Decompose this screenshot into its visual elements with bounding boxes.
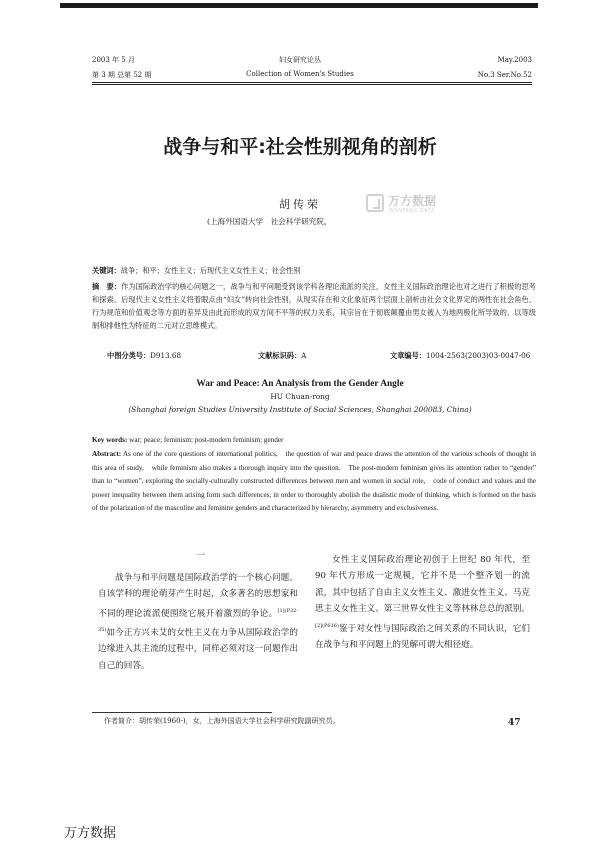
english-affiliation: (Shanghai foreign Studies University Institute of Social Sciences, Shanghai 200083, China) <box>128 405 472 414</box>
cn-article-no <box>390 351 530 361</box>
cn-keywords <box>92 264 536 277</box>
en-keywords <box>92 434 536 448</box>
en-abstract <box>92 448 536 516</box>
en-abstract-text: As one of the core questions of international politics, the question of war and peace draws the attention of the various schools of thought in this area of study, while feminism also makes a thorough inquiry into the question. The post-modern feminism gives its attention rather to “gender” than to “women”, exploring the socially-culturally constructed differences between men and women in social role, code of conduct and values and the power inequality between them arising form such differences, in order to thoroughly abolish the dualistic mode of thinking, which is formed on the basis of the polarization of the masculine and feminine genders and characterized by hierarchy, asymmetry and exclusiveness. <box>92 450 536 512</box>
page-number: 47 <box>508 718 521 728</box>
header-date: 2003 年 5 月 <box>92 56 135 64</box>
en-keywords-label: Key words: <box>92 436 128 444</box>
cn-doc-code <box>258 351 306 361</box>
cn-clc-label: 中图分类号： <box>107 351 151 360</box>
english-title: War and Peace: An Analysis from the Gender Angle <box>196 379 404 389</box>
cn-keywords-text: 战争；和平；女性主义；后现代主义女性主义；社会性别 <box>120 266 301 275</box>
header-issue-en: No.3 Ser.No.52 <box>477 71 532 79</box>
body-right-para-2: 鉴于对女性与国际政治之间关系的不同认识，它们在战争与和平问题上的见解可谓大相径庭。 <box>315 623 530 650</box>
author-affiliation: (上海外国语大学 社会科学研究院， <box>207 217 332 226</box>
footer-brand: 万方数据 <box>64 826 117 841</box>
watermark-subtext: WANFANG DATA <box>389 208 435 214</box>
cn-article-no-value: 1004-2563(2003)03-0047-06 <box>425 351 531 360</box>
cn-doc-code-label: 文献标识码： <box>258 351 302 360</box>
body-right-citation: [2](P616) <box>315 622 339 629</box>
author-footnote: 作者简介：胡传荣(1960-)，女，上海外国语大学社会科学研究院副研究员。 <box>104 717 340 725</box>
watermark-text: 万方数据 <box>388 194 437 208</box>
body-left-column <box>98 570 298 674</box>
en-keywords-text: war; peace; feminism; post-modern feminism; gender <box>129 436 284 444</box>
english-author: HU Chuan-rong <box>270 392 330 401</box>
cn-abstract-text: 作为国际政治学的核心问题之一，战争与和平问题受到该学科各理论流派的关注，女性主义国际政治理论也对之进行了积极的思考和探索。后现代主义女性主义将着眼点由“妇女”转向社会性别，从现实存在和文化象征两个层面上剖析由社会文化界定的两性在社会角色、行为规范和价值观念等方面的差异及由此而形成的双方间不平等的权力关系，其宗旨在于彻底颠覆由男女被入为地两极化所导致的、以等级制和排他性为特征的二元对立思维模式。 <box>92 282 536 330</box>
cn-clc <box>107 351 181 361</box>
header-journal-en: Collection of Women's Studies <box>246 70 354 78</box>
scan-top-edge <box>60 3 538 8</box>
cn-clc-value: D913.68 <box>150 351 182 360</box>
body-right-para-1: 女性主义国际政治理论初创于上世纪 80 年代，至 90 年代方形成一定规模，它并不是一个整齐划一的流派，其中包括了自由主义女性主义、激进女性主义、马克思主义女性主义、第三世界女性主义等林林总总的派别。 <box>315 555 530 615</box>
header-journal-cn: 妇女研究论丛 <box>279 56 321 64</box>
cn-doc-code-value: A <box>301 351 307 360</box>
cn-abstract-label: 摘 要： <box>92 282 122 291</box>
body-left-para-1: 战争与和平问题是国际政治学的一个核心问题。自该学科的理论萌芽产生时起，众多著名的思想家和不同的理论流派便围绕它展开着激烈的争论。 <box>98 573 298 619</box>
cn-abstract <box>92 280 536 332</box>
body-right-column <box>315 552 530 653</box>
cn-article-no-label: 文章编号： <box>390 351 426 360</box>
wanfang-logo-icon <box>366 194 384 212</box>
body-left-citation: [1](P32-35) <box>98 607 298 634</box>
footnote-divider <box>92 712 272 713</box>
en-abstract-label: Abstract: <box>92 450 122 458</box>
header-rule-double <box>92 84 532 85</box>
header-date-en: May.2003 <box>497 56 532 64</box>
body-left-para-2: 如今正方兴未艾的女性主义在力争从国际政治学的边缘进入其主流的过程中，同样必须对这一问题作出自己的回答。 <box>98 627 298 671</box>
header-issue: 第 3 期 总第 52 期 <box>92 71 152 79</box>
section-heading: 一 <box>196 551 206 561</box>
author-name: 胡传荣 <box>279 198 321 211</box>
wanfang-watermark-logo <box>366 191 454 221</box>
cn-keywords-label: 关键词： <box>92 266 121 275</box>
article-title: 战争与和平:社会性别视角的剖析 <box>163 136 437 158</box>
header-rule <box>92 82 532 83</box>
